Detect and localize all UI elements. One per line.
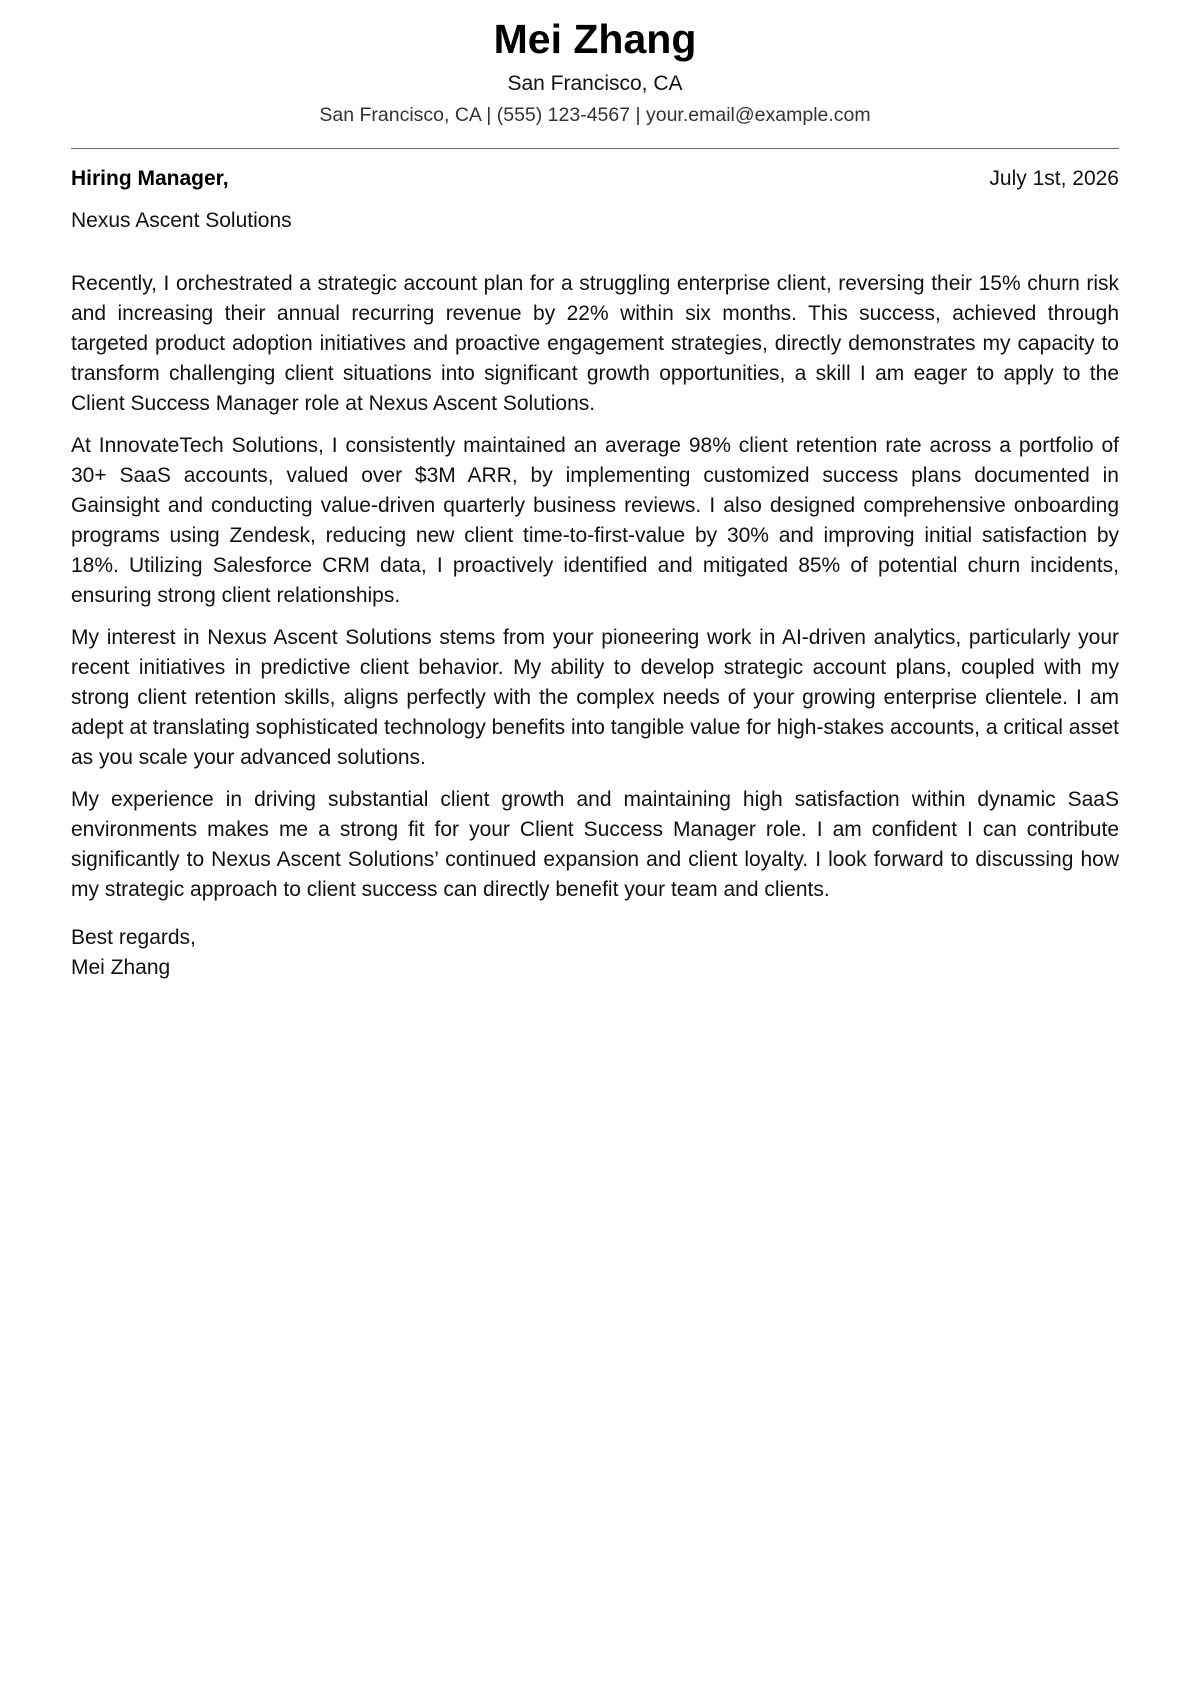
body-paragraph-2: At InnovateTech Solutions, I consistently maintained an average 98% client retention rate across a portfolio of 30+ SaaS accounts, valued over $3M ARR, by implementing customized success plans documented in Gainsight and conducting value-driven quarterly business reviews. I also designed comprehensive onboarding programs using Zendesk, reducing new client time-to-first-value by 30% and improving initial satisfaction by 18%. Utilizing Salesforce CRM data, I proactively identified and mitigated 85% of potential churn incidents, ensuring strong client relationships. [71, 434, 1119, 607]
body-paragraph-4: My experience in driving substantial client growth and maintaining high satisfaction within dynamic SaaS environments makes me a strong fit for your Client Success Manager role. I am confident I can contribute significantly to Nexus Ascent Solutions’ continued expansion and client loyalty. I look forward to discussing how my strategic approach to client success can directly benefit your team and clients. [71, 788, 1119, 901]
body-paragraph-3: My interest in Nexus Ascent Solutions stems from your pioneering work in AI-driven analytics, particularly your recent initiatives in predictive client behavior. My ability to develop strategic account plans, coupled with my strong client retention skills, aligns perfectly with the complex needs of your growing enterprise clientele. I am adept at translating sophisticated technology benefits into tangible value for high-stakes accounts, a critical asset as you scale your advanced solutions. [71, 626, 1119, 769]
recipient-salutation: Hiring Manager, [71, 167, 229, 190]
applicant-location: San Francisco, CA [507, 72, 683, 95]
letter-closing [71, 923, 1119, 983]
applicant-name: Mei Zhang [493, 16, 697, 62]
body-paragraph-1: Recently, I orchestrated a strategic account plan for a struggling enterprise client, reversing their 15% churn risk and increasing their annual recurring revenue by 22% within six months. This success, achieved through targeted product adoption initiatives and proactive engagement strategies, directly demonstrates my capacity to transform challenging client situations into significant growth opportunities, a skill I am eager to apply to the Client Success Manager role at Nexus Ascent Solutions. [71, 272, 1119, 415]
letter-body [71, 269, 1119, 905]
closing-salutation: Best regards, [71, 926, 196, 949]
company-name: Nexus Ascent Solutions [71, 209, 292, 232]
letter-date: July 1st, 2026 [989, 167, 1119, 190]
letter-header [71, 0, 1119, 128]
header-divider [71, 148, 1119, 149]
recipient-date-row [71, 165, 1119, 193]
applicant-contact-line: San Francisco, CA | (555) 123-4567 | your.email@example.com [319, 104, 871, 126]
closing-signature: Mei Zhang [71, 956, 171, 979]
